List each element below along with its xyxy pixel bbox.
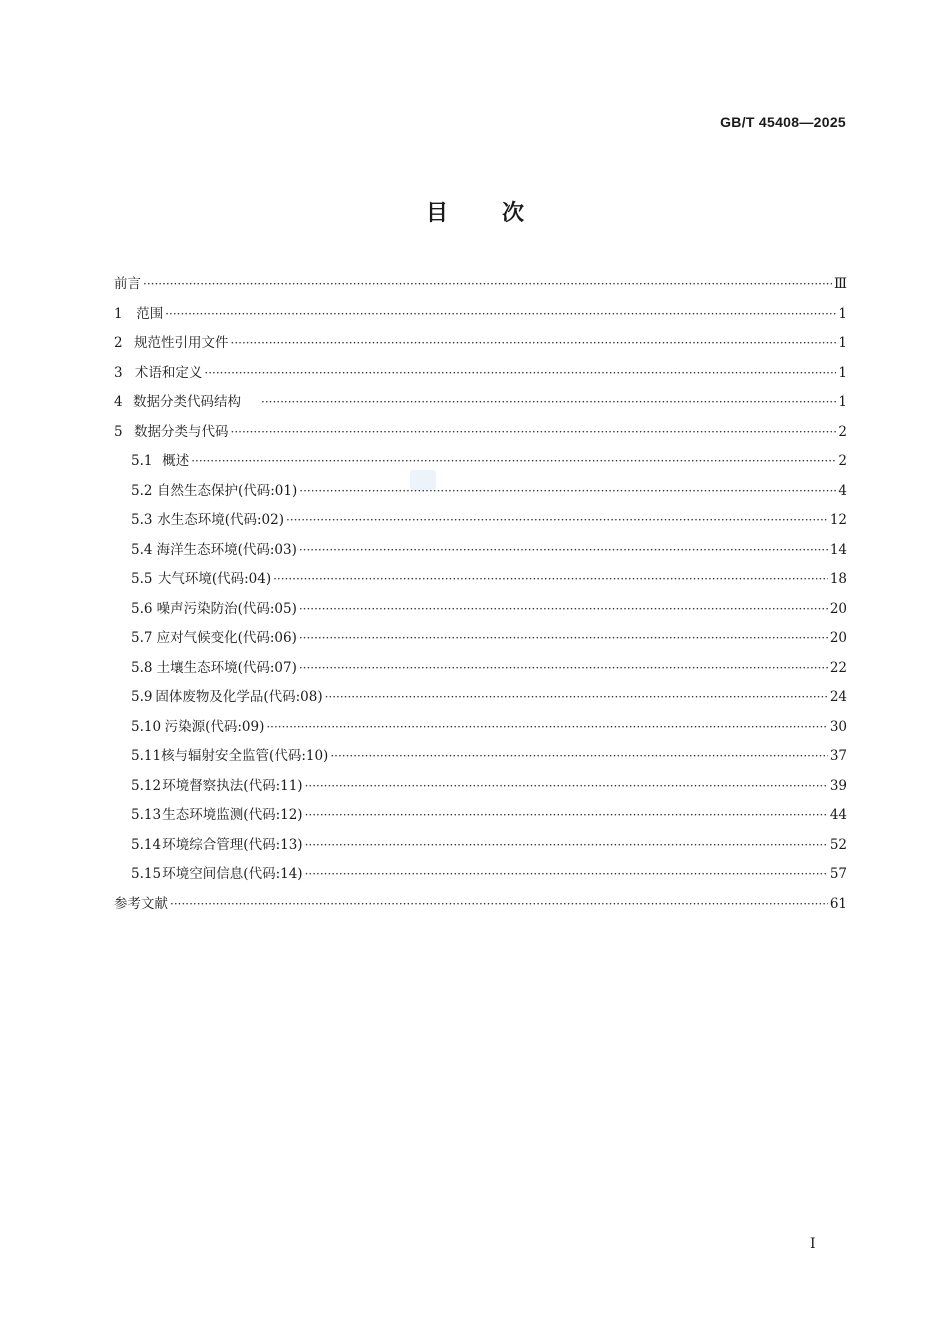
toc-entry-page: 22 [829, 659, 847, 676]
dot-leader [305, 860, 828, 890]
dot-leader [286, 506, 828, 536]
toc-entry-number: 5.9 [131, 689, 153, 705]
toc-entry-label: 概述 [162, 453, 190, 469]
toc-entry[interactable] [114, 890, 847, 920]
toc-entry-label: 数据分类与代码 [134, 423, 229, 440]
page-title: 目次 [425, 201, 578, 226]
toc-entry-number: 5.6 [131, 600, 153, 617]
toc-entry[interactable] [114, 270, 847, 300]
toc-entry-number: 5.14 [131, 836, 162, 853]
toc-entry[interactable] [114, 300, 847, 330]
toc-entry-page: 18 [829, 571, 847, 587]
toc-entry[interactable] [114, 447, 847, 477]
toc-entry-label: 自然生态保护(代码:01) [156, 482, 298, 499]
toc-entry[interactable] [114, 329, 847, 359]
toc-entry-page: 39 [829, 777, 847, 794]
toc-entry[interactable] [114, 536, 847, 566]
toc-entry[interactable] [114, 742, 847, 772]
toc-entry[interactable] [114, 831, 847, 861]
toc-entry-page: 12 [829, 512, 847, 528]
toc-entry-number: 1 [114, 305, 123, 322]
toc-entry[interactable] [114, 359, 847, 389]
toc-entry[interactable] [114, 772, 847, 802]
dot-leader [170, 890, 828, 920]
dot-leader [299, 477, 836, 507]
toc-entry-number: 5.11 [131, 748, 162, 764]
toc-entry-page: 14 [829, 541, 847, 558]
toc-entry-number: 5.15 [131, 866, 162, 882]
toc-entry-number: 5.8 [131, 659, 153, 676]
toc-entry-page: 44 [829, 807, 847, 823]
toc-entry-number: 5.1 [131, 453, 153, 469]
dot-leader [143, 270, 832, 300]
toc-entry-page: 20 [829, 600, 847, 617]
toc-entry-number: 5.5 [131, 571, 153, 587]
toc-entry-page: 24 [829, 689, 847, 705]
dot-leader [165, 300, 836, 330]
toc-entry-number: 2 [114, 335, 123, 351]
toc-entry-page: 37 [829, 748, 847, 764]
toc-entry-page: 1 [838, 335, 847, 351]
toc-entry[interactable] [114, 860, 847, 890]
toc-entry-number: 5.13 [131, 807, 162, 823]
toc-entry-label: 噪声污染防治(代码:05) [156, 600, 297, 617]
dot-leader [261, 388, 836, 418]
dot-leader [299, 536, 828, 566]
toc-entry-label: 术语和定义 [134, 364, 203, 381]
dot-leader [273, 565, 828, 595]
toc-entry[interactable] [114, 801, 847, 831]
toc-entry-page: 57 [829, 866, 847, 882]
toc-entry-page: 2 [838, 453, 847, 469]
toc-entry-label: 前言 [114, 276, 141, 292]
dot-leader [325, 683, 828, 713]
toc-entry-label: 土壤生态环境(代码:07) [156, 659, 297, 676]
dot-leader [330, 742, 827, 772]
toc-entry-page: 52 [829, 836, 847, 853]
toc-entry-label: 污染源(代码:09) [164, 718, 265, 735]
toc-entry[interactable] [114, 477, 847, 507]
toc-entry-label: 大气环境(代码:04) [157, 571, 272, 587]
toc-entry[interactable] [114, 388, 847, 418]
toc-entry-number: 3 [114, 364, 123, 381]
toc-entry-number: 5 [114, 423, 123, 440]
toc-entry-page: Ⅲ [833, 276, 847, 292]
dot-leader [231, 418, 837, 448]
dot-leader [299, 624, 828, 654]
dot-leader [305, 772, 828, 802]
toc-entry-page: 20 [829, 630, 847, 646]
toc-entry-label: 生态环境监测(代码:12) [162, 807, 303, 823]
dot-leader [204, 359, 836, 389]
table-of-contents [114, 270, 847, 919]
toc-entry-number: 4 [114, 394, 123, 410]
toc-entry-number: 5.2 [131, 482, 153, 499]
toc-entry-number: 5.3 [131, 512, 153, 528]
toc-entry-label: 规范性引用文件 [134, 335, 229, 351]
dot-leader [305, 831, 828, 861]
dot-leader [266, 713, 827, 743]
toc-entry[interactable] [114, 683, 847, 713]
toc-entry[interactable] [114, 654, 847, 684]
toc-entry-label: 固体废物及化学品(代码:08) [155, 689, 323, 705]
page-number: I [810, 1236, 816, 1252]
dot-leader [191, 447, 836, 477]
dot-leader [299, 654, 828, 684]
toc-entry-page: 4 [838, 482, 847, 499]
toc-entry[interactable] [114, 713, 847, 743]
toc-entry[interactable] [114, 624, 847, 654]
toc-entry-label: 环境空间信息(代码:14) [162, 866, 303, 882]
toc-entry-page: 1 [838, 394, 847, 410]
toc-entry-number: 5.12 [131, 777, 162, 794]
dot-leader [299, 595, 828, 625]
toc-entry-label: 水生态环境(代码:02) [157, 512, 284, 528]
toc-entry-label: 海洋生态环境(代码:03) [156, 541, 297, 558]
toc-entry[interactable] [114, 595, 847, 625]
toc-entry-page: 1 [838, 364, 847, 381]
toc-entry-page: 30 [829, 718, 847, 735]
toc-entry-page: 61 [829, 895, 847, 912]
dot-leader [305, 801, 828, 831]
toc-entry-label: 核与辐射安全监管(代码:10) [161, 748, 329, 764]
toc-entry[interactable] [114, 506, 847, 536]
toc-entry-label: 环境综合管理(代码:13) [162, 836, 303, 853]
toc-entry-number: 5.4 [131, 541, 153, 558]
toc-entry-label: 参考文献 [114, 895, 168, 912]
toc-entry-label: 环境督察执法(代码:11) [162, 777, 303, 794]
toc-entry-number: 5.7 [131, 630, 153, 646]
toc-entry-label: 应对气候变化(代码:06) [156, 630, 297, 646]
toc-entry-number: 5.10 [131, 718, 162, 735]
toc-entry-label: 范围 [136, 305, 164, 322]
toc-entry-page: 1 [838, 305, 847, 322]
standard-number: GB/T 45408—2025 [720, 114, 846, 130]
toc-entry[interactable] [114, 418, 847, 448]
toc-entry-label: 数据分类代码结构 [133, 394, 242, 410]
toc-entry-page: 2 [838, 423, 847, 440]
toc-entry[interactable] [114, 565, 847, 595]
dot-leader [231, 329, 837, 359]
